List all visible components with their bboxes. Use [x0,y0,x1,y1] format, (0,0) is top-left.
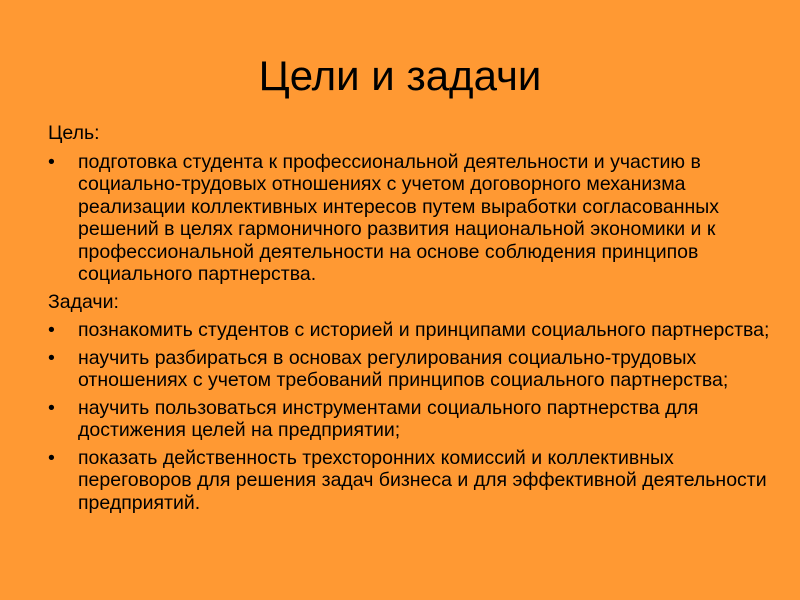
slide-title: Цели и задачи [258,52,542,99]
task-item: • познакомить студентов с историей и принципами социального партнерства; [48,319,778,342]
goal-item: • подготовка студента к профессиональной деятельности и участию в социально-трудовых отношениях с учетом договорного механизма реализации коллективных интересов путем выработки согласованных решений в целях гармоничного развития национальной экономики и к профессиональной деятельности на основе соблюдения принципов социального партнерства. [48,151,778,286]
goal-label: Цель: [48,122,100,144]
slide-body [48,122,778,519]
tasks-label: Задачи: [48,290,119,313]
task-item: • научить пользоваться инструментами социального партнерства для достижения целей на предприятии; [48,397,778,442]
task-item: • показать действенность трехсторонних комиссий и коллективных переговоров для решения задач бизнеса и для эффективной деятельности предприятий. [48,447,778,515]
task-item: • научить разбираться в основах регулирования социально-трудовых отношениях с учетом требований принципов социального партнерства; [48,347,778,392]
tasks-list [48,319,778,514]
goal-list [48,151,778,286]
